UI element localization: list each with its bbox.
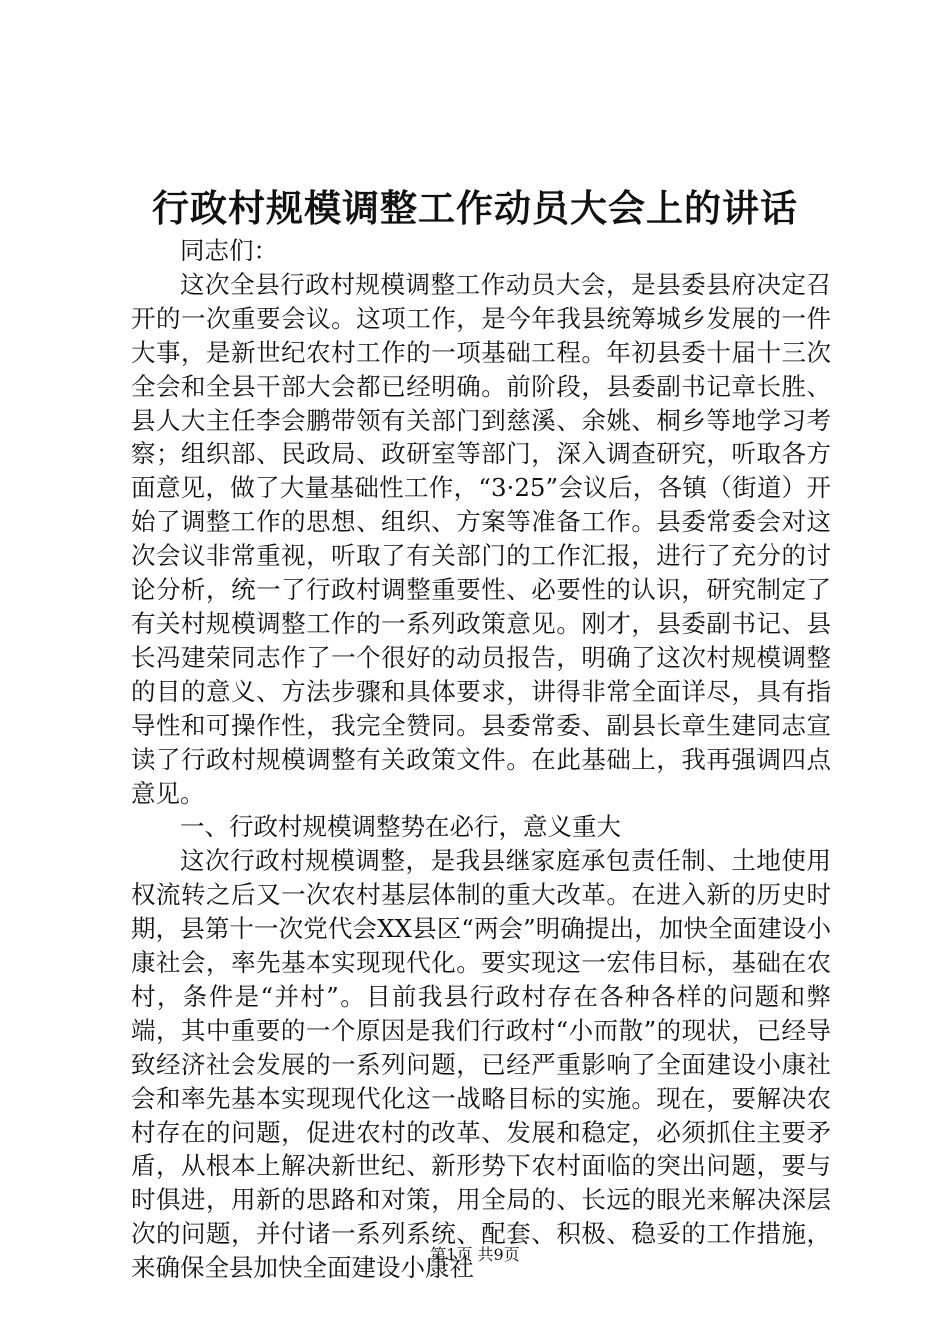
- section-heading-1: 一、行政村规模调整势在必行，意义重大: [180, 812, 621, 842]
- page-footer: 第1页 共9页: [430, 1245, 520, 1264]
- paragraph-2: 这次行政村规模调整，是我县继家庭承包责任制、土地使用权流转之后又一次农村基层体制的重大改革。在进入新的历史时期，县第十一次党代会XX县区“两会”明确提出，加快全面建设小康社会，率先基本实现现代化。要实现这一宏伟目标，基础在农村，条件是“并村”。目前我县行政村存在各种各样的问题和弊端，其中重要的一个原因是我们行政村“小而散”的现状，已经导致经济社会发展的一系列问题，已经严重影响了全面建设小康社会和率先基本实现现代化这一战略目标的实施。现在，要解决农村存在的问题，促进农村的改革、发展和稳定，必须抓住主要矛盾，从根本上解决新世纪、新形势下农村面临的突出问题，要与时俱进，用新的思路和对策，用全局的、长远的眼光来解决深层次的问题，并付诸一系列系统、配套、积极、稳妥的工作措施，来确保全县加快全面建设小康社: [131, 846, 831, 1283]
- document-title: 行政村规模调整工作动员大会上的讲话: [152, 186, 798, 230]
- salutation: 同志们：: [180, 236, 278, 265]
- paragraph-1: 这次全县行政村规模调整工作动员大会，是县委县府决定召开的一次重要会议。这项工作，是今年我县统筹城乡发展的一件大事，是新世纪农村工作的一项基础工程。年初县委十届十三次全会和全县干部大会都已经明确。前阶段，县委副书记章长胜、县人大主任李会鹏带领有关部门到慈溪、余姚、桐乡等地学习考察；组织部、民政局、政研室等部门，深入调查研究，听取各方面意见，做了大量基础性工作，“3·25”会议后，各镇（街道）开始了调整工作的思想、组织、方案等准备工作。县委常委会对这次会议非常重视，听取了有关部门的工作汇报，进行了充分的讨论分析，统一了行政村调整重要性、必要性的认识，研究制定了有关村规模调整工作的一系列政策意见。刚才，县委副书记、县长冯建荣同志作了一个很好的动员报告，明确了这次村规模调整的目的意义、方法步骤和具体要求，讲得非常全面详尽，具有指导性和可操作性，我完全赞同。县委常委、副县长章生建同志宣读了行政村规模调整有关政策文件。在此基础上，我再强调四点意见。: [131, 269, 831, 808]
- document-body: [131, 234, 831, 1285]
